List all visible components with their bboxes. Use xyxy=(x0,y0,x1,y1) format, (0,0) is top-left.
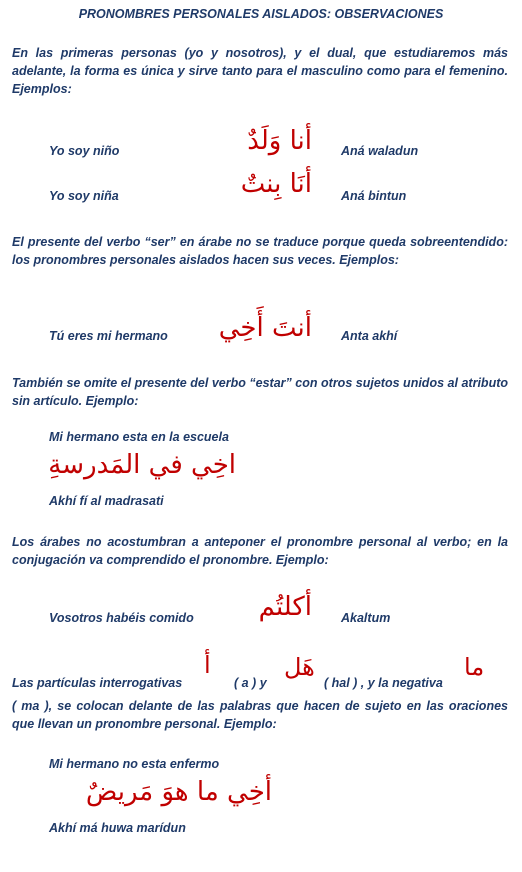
example-3-spanish: Tú eres mi hermano xyxy=(49,329,168,343)
particle-ma-arabic: ما xyxy=(464,653,485,681)
paragraph-1: En las primeras personas (yo y nosotros), y el dual, que estudiaremos más adelante, la forma es única y sirve tanto para el masculino como para el femenino. Ejemplos: xyxy=(12,46,508,96)
paragraph-5-rest: ( ma ), se colocan delante de las palabras que hacen de sujeto en las oraciones que llevan un pronombre personal. Ejemplo: xyxy=(12,699,508,731)
example-6-transliteration: Akhí má huwa marídun xyxy=(49,821,186,835)
example-2-transliteration: Aná bintun xyxy=(341,189,407,203)
example-3-transliteration: Anta akhí xyxy=(341,329,398,343)
example-4-transliteration: Akhí fí al madrasati xyxy=(49,494,164,508)
example-1-spanish: Yo soy niño xyxy=(49,144,120,158)
example-4-arabic: اخِي في المَدرسةِ xyxy=(48,450,236,480)
example-2-spanish: Yo soy niña xyxy=(49,189,119,203)
example-5-arabic: أكلتُم xyxy=(258,592,312,622)
example-5-transliteration: Akaltum xyxy=(341,611,391,625)
paragraph-5-lead: Las partículas interrogativas xyxy=(12,676,183,690)
paragraph-3: También se omite el presente del verbo “estar” con otros sujetos unidos al atributo sin artículo. Ejemplo: xyxy=(12,376,508,408)
example-3-arabic: أنتَ أَخِي xyxy=(218,313,312,343)
particle-hal-label: ( hal ) , y la negativa xyxy=(324,676,443,690)
particle-hal-arabic: هَل xyxy=(284,653,315,681)
example-1-arabic: أنا وَلَدٌ xyxy=(247,126,312,156)
example-2-arabic: أنَا بِنتٌ xyxy=(240,169,312,199)
particle-a-arabic: أ xyxy=(204,651,211,679)
example-5-spanish: Vosotros habéis comido xyxy=(49,611,194,625)
example-6-spanish: Mi hermano no esta enfermo xyxy=(49,757,220,771)
example-6-arabic: أخِي ما هوَ مَريضٌ xyxy=(85,777,272,807)
particle-a-label: ( a ) y xyxy=(234,676,267,690)
example-4-spanish: Mi hermano esta en la escuela xyxy=(49,430,229,444)
example-1-transliteration: Aná waladun xyxy=(341,144,419,158)
paragraph-4: Los árabes no acostumbran a anteponer el pronombre personal al verbo; en la conjugación va comprendido el pronombre. Ejemplo: xyxy=(12,535,508,567)
paragraph-2: El presente del verbo “ser” en árabe no se traduce porque queda sobreentendido: los pronombres personales aislados hacen sus veces. Ejemplos: xyxy=(12,235,508,267)
page-title: PRONOMBRES PERSONALES AISLADOS: OBSERVACIONES xyxy=(78,7,444,21)
